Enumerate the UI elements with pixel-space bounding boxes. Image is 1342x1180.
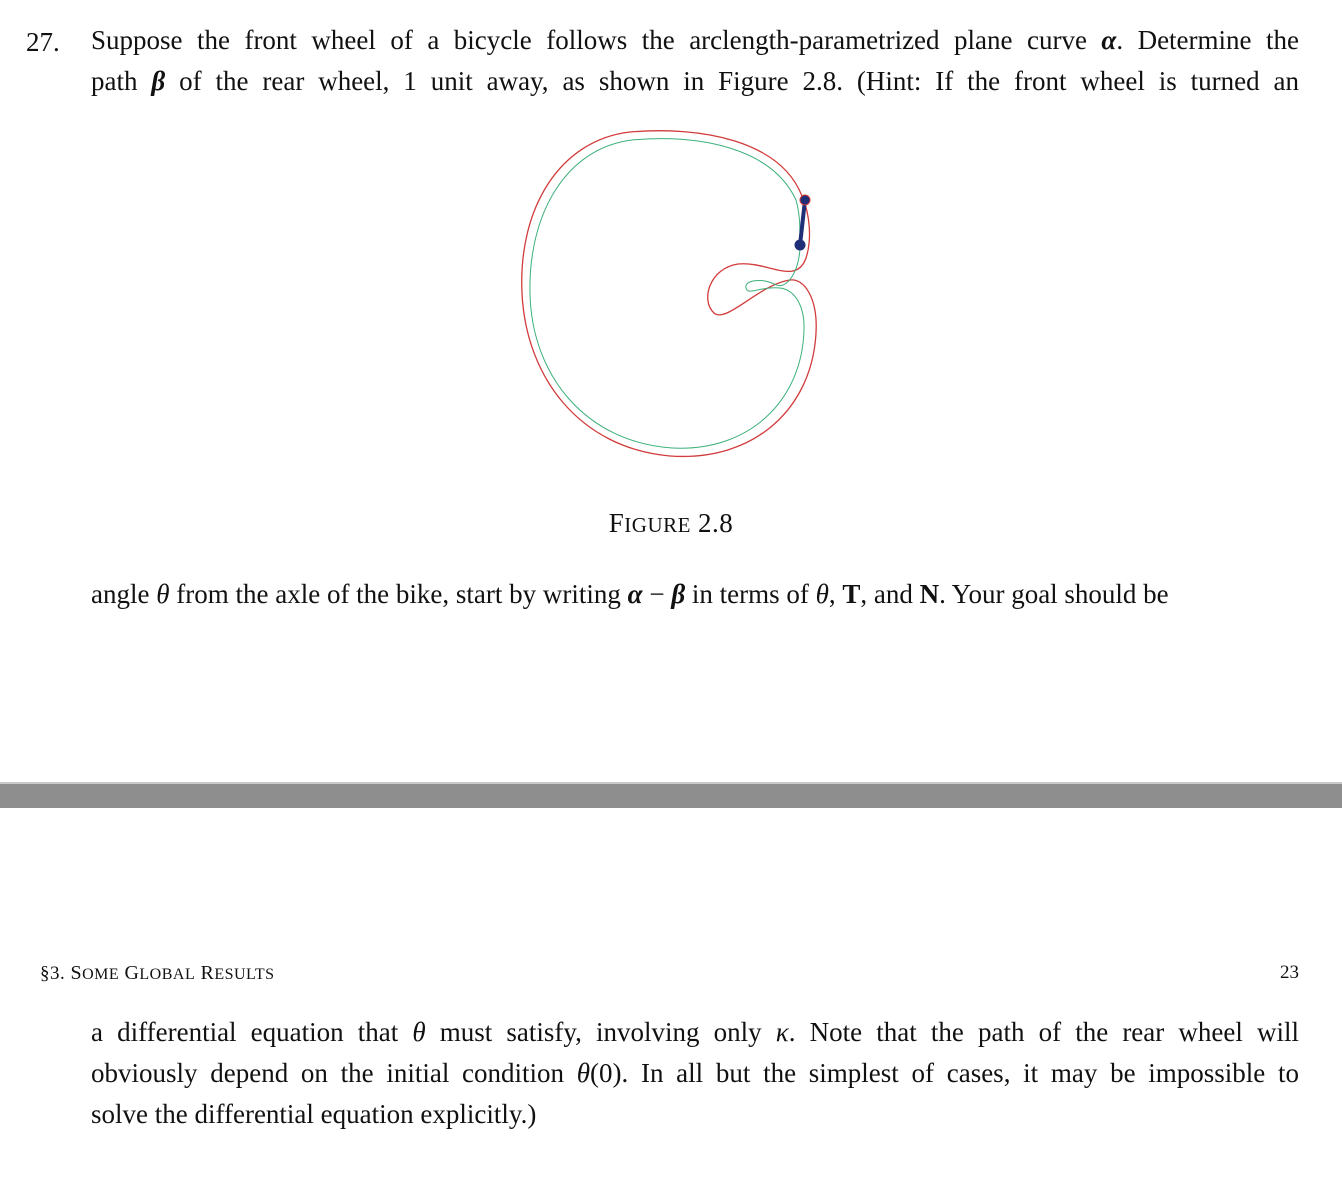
rh-smallcaps: OME (82, 966, 120, 983)
paragraph-line: solve the differential equation explicitly.) (91, 1099, 537, 1129)
caption-first-letter: F (608, 508, 625, 538)
page-break-gap (0, 782, 1342, 808)
front-wheel-path (522, 131, 816, 457)
rh-letter: S (70, 962, 83, 984)
problem-paragraph-3 (91, 1012, 1299, 1135)
paragraph-line: path β of the rear wheel, 1 unit away, as shown in Figure 2.8. (Hint: If the front wheel is turned an (91, 66, 1299, 96)
problem-paragraph-1 (91, 20, 1299, 102)
running-head (40, 962, 275, 985)
figure-caption (0, 508, 1342, 539)
section-symbol: §3. (40, 963, 66, 984)
problem-paragraph-2 (91, 574, 1299, 615)
rh-letter: R (200, 962, 215, 984)
figure-bicycle-paths (500, 118, 840, 468)
paragraph-line: angle θ from the axle of the bike, start by writing α − β in terms of θ, T, and N. Your goal should be (91, 579, 1169, 609)
page-number: 23 (1280, 962, 1299, 983)
rh-smallcaps: LOBAL (139, 966, 196, 983)
paragraph-line: Suppose the front wheel of a bicycle follows the arclength-parametrized plane curve α. Determine the (91, 25, 1299, 55)
rh-smallcaps: ESULTS (214, 966, 275, 983)
rear-wheel-path (530, 139, 804, 449)
bicycle-segment (800, 200, 805, 245)
rear-wheel-dot (795, 240, 806, 251)
paragraph-line: obviously depend on the initial condition θ(0). In all but the simplest of cases, it may be impossible to (91, 1058, 1299, 1088)
front-wheel-dot (800, 195, 810, 205)
caption-number: 2.8 (697, 508, 734, 538)
caption-smallcaps: IGURE (624, 513, 691, 537)
rh-letter: G (124, 962, 140, 984)
problem-number: 27. (26, 27, 60, 57)
paragraph-line: a differential equation that θ must satisfy, involving only κ. Note that the path of the rear wheel will (91, 1017, 1299, 1047)
